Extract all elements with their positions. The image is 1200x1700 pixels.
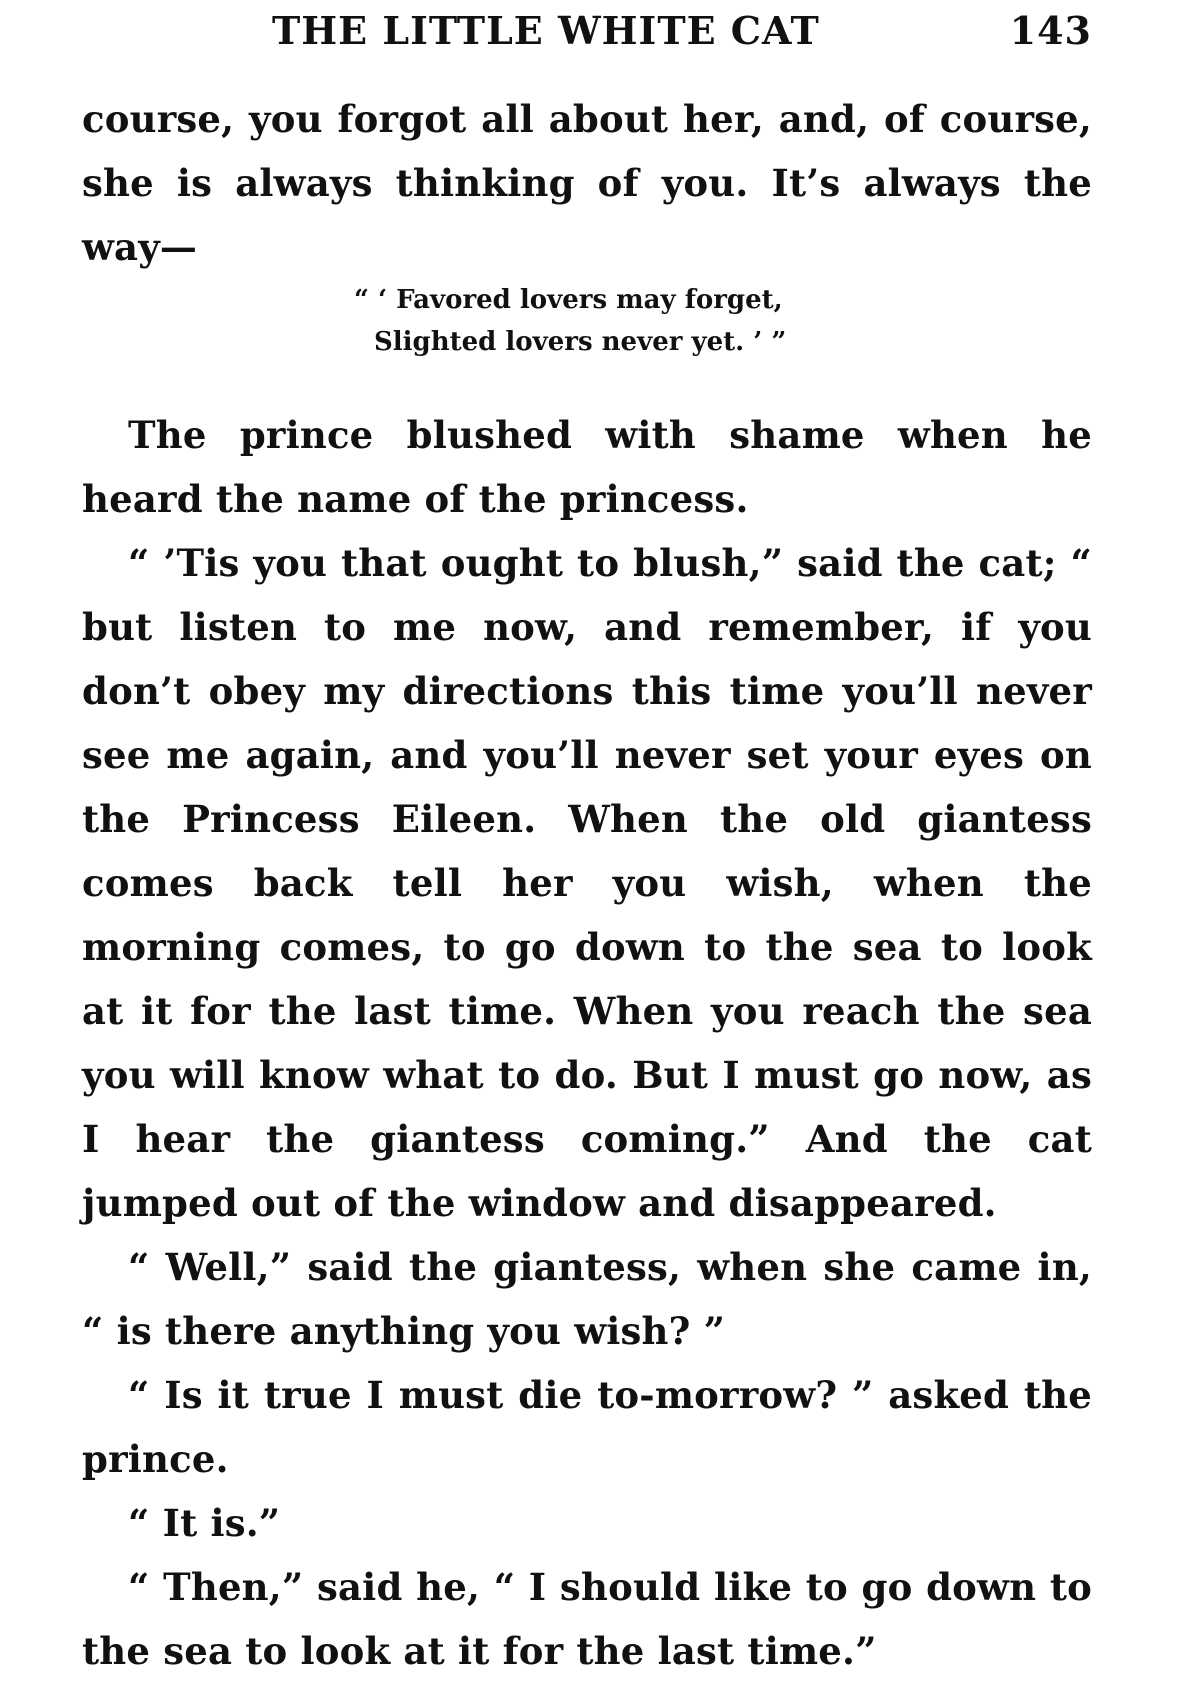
page-number: 143 <box>1009 8 1092 53</box>
running-title: THE LITTLE WHITE CAT <box>272 8 820 53</box>
paragraph-3: “ ’Tis you that ought to blush,” said the cat; “ but listen to me now, and remember, if you don’t obey my directions this time you’ll never see me again, and you’ll never set your eyes on the Princess Eileen. When the old giantess comes back tell her you wish, when the morning comes, to go down to the sea to look at it for the last time. When you reach the sea you will know what to do. But I must go now, as I hear the giantess coming.” And the cat jumped out of the window and disappeared. <box>82 541 1092 1225</box>
paragraph-2: The prince blushed with shame when he heard the name of the princess. <box>82 413 1092 521</box>
paragraph-7: “ Then,” said he, “ I should like to go down to the sea to look at it for the last time.” <box>82 1565 1092 1673</box>
book-page <box>82 0 1092 1700</box>
paragraph-1: course, you forgot all about her, and, of course, she is always thinking of you. It’s always the way— <box>82 97 1092 269</box>
paragraph-6: “ It is.” <box>128 1501 281 1545</box>
running-head <box>82 0 1092 76</box>
paragraph-4: “ Well,” said the giantess, when she came in, “ is there anything you wish? ” <box>82 1245 1092 1353</box>
verse-line-2: Slighted lovers never yet. ’ ” <box>374 327 787 357</box>
verse-quote <box>82 279 1092 363</box>
paragraph-5: “ Is it true I must die to-morrow? ” asked the prince. <box>82 1373 1092 1481</box>
verse-line-1: “ ‘ Favored lovers may forget, <box>354 285 783 315</box>
